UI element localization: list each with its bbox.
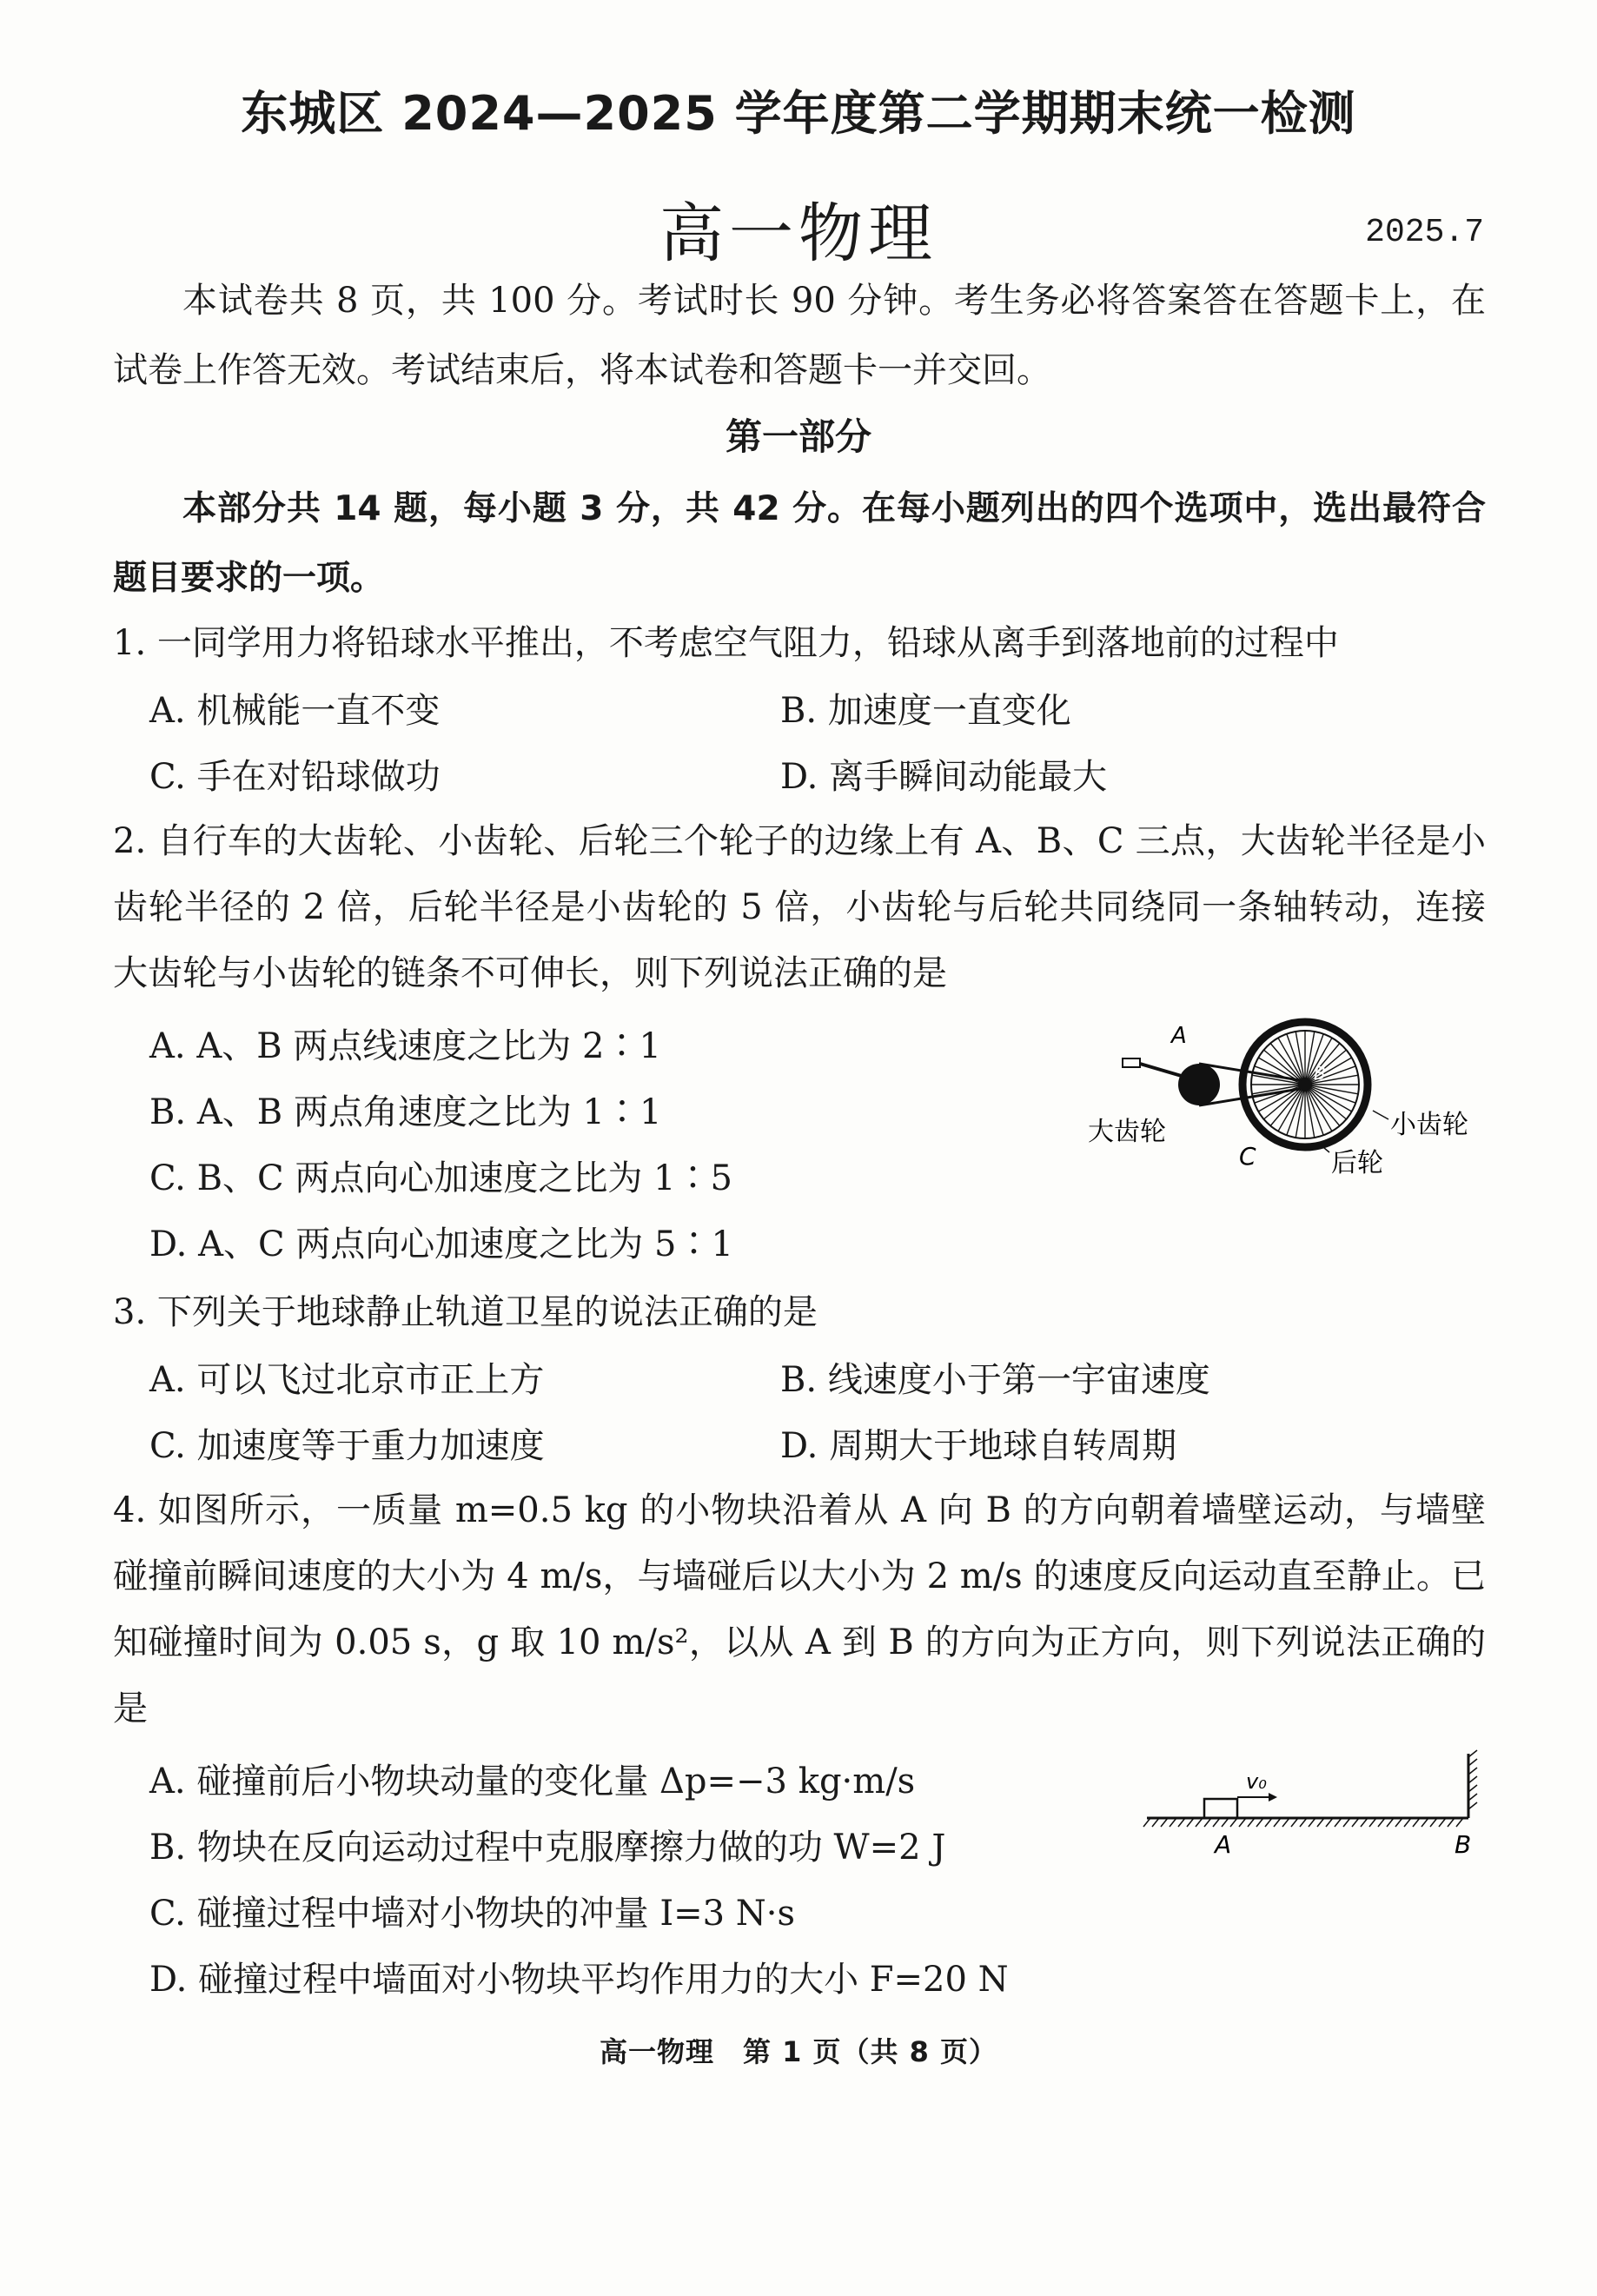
question-1-option-b: B. 加速度一直变化 <box>780 691 1071 731</box>
question-4-option-a: A. 碰撞前后小物块动量的变化量 Δp=−3 kg·m/s <box>149 1762 916 1802</box>
figure-label-small-gear: 小齿轮 <box>1390 1110 1468 1140</box>
figure-label-b: B <box>1314 1063 1326 1084</box>
question-1-option-d: D. 离手瞬间动能最大 <box>780 757 1108 797</box>
big-gear-icon <box>1178 1064 1220 1105</box>
question-2-option-c: C. B、C 两点向心加速度之比为 1∶5 <box>149 1158 732 1198</box>
question-3-option-d: D. 周期大于地球自转周期 <box>780 1426 1177 1466</box>
part-intro: 本部分共 14 题，每小题 3 分，共 42 分。在每小题列出的四个选项中，选出最符合题目要求的一项。 <box>113 489 1486 598</box>
bicycle-gear-figure <box>1077 1017 1494 1191</box>
small-gear-icon <box>1298 1078 1312 1092</box>
question-2-option-b: B. A、B 两点角速度之比为 1∶1 <box>149 1092 662 1132</box>
question-4-option-d: D. 碰撞过程中墙面对小物块平均作用力的大小 F=20 N <box>149 1960 1009 2000</box>
block-icon <box>1204 1799 1237 1818</box>
question-1-option-c: C. 手在对铅球做功 <box>149 757 441 797</box>
question-3-option-c: C. 加速度等于重力加速度 <box>149 1426 545 1466</box>
question-2-option-d: D. A、C 两点向心加速度之比为 5∶1 <box>149 1224 733 1264</box>
exam-title: 东城区 2024—2025 学年度第二学期期末统一检测 <box>241 86 1356 141</box>
instructions: 本试卷共 8 页，共 100 分。考试时长 90 分钟。考生务必将答案答在答题卡上，在试卷上作答无效。考试结束后，将本试卷和答题卡一并交回。 <box>113 281 1486 390</box>
part-title: 第一部分 <box>725 415 871 458</box>
pedal-icon <box>1123 1058 1140 1067</box>
question-2-stem: 2. 自行车的大齿轮、小齿轮、后轮三个轮子的边缘上有 A、B、C 三点，大齿轮半径是小齿轮半径的 2 倍，后轮半径是小齿轮的 5 倍，小齿轮与后轮共同绕同一条轴转动，连接大齿轮与小齿轮的链条不可伸长，则下列说法正确的是 <box>113 821 1486 993</box>
figure-label-v0: v₀ <box>1246 1769 1267 1794</box>
question-1-stem: 1. 一同学用力将铅球水平推出，不考虑空气阻力，铅球从离手到落地前的过程中 <box>113 623 1339 663</box>
subject-title: 高一物理 <box>659 196 938 271</box>
question-4-option-b: B. 物块在反向运动过程中克服摩擦力做的功 W=2 J <box>149 1828 946 1868</box>
figure-label-a: A <box>1215 1830 1232 1859</box>
question-4-option-c: C. 碰撞过程中墙对小物块的冲量 I=3 N·s <box>149 1894 796 1934</box>
figure-label-big-gear: 大齿轮 <box>1088 1117 1166 1147</box>
question-1-option-a: A. 机械能一直不变 <box>149 691 441 731</box>
rear-wheel-icon <box>1242 1022 1368 1147</box>
question-3-option-b: B. 线速度小于第一宇宙速度 <box>780 1360 1210 1400</box>
figure-label-a: A <box>1171 1023 1187 1049</box>
exam-date: 2025.7 <box>1365 214 1484 251</box>
figure-label-rear-wheel: 后轮 <box>1331 1148 1383 1178</box>
question-3-option-a: A. 可以飞过北京市正上方 <box>149 1360 545 1400</box>
question-3-stem: 3. 下列关于地球静止轨道卫星的说法正确的是 <box>113 1292 818 1332</box>
question-2-option-a: A. A、B 两点线速度之比为 2∶1 <box>149 1026 661 1066</box>
page-footer: 高一物理 第 1 页（共 8 页） <box>599 2035 998 2068</box>
figure-label-c: C <box>1239 1142 1256 1171</box>
question-4-stem: 4. 如图所示，一质量 m=0.5 kg 的小物块沿着从 A 向 B 的方向朝着墙壁运动，与墙壁碰撞前瞬间速度的大小为 4 m/s，与墙碰后以大小为 2 m/s 的速度反向运动直至静止。已知碰撞时间为 0.05 s，g 取 10 m/s²，以从 A 到 B 的方向为正方向，则下列说法正确的是 <box>113 1490 1486 1729</box>
figure-label-b: B <box>1455 1830 1472 1859</box>
block-wall-figure <box>1138 1747 1486 1860</box>
